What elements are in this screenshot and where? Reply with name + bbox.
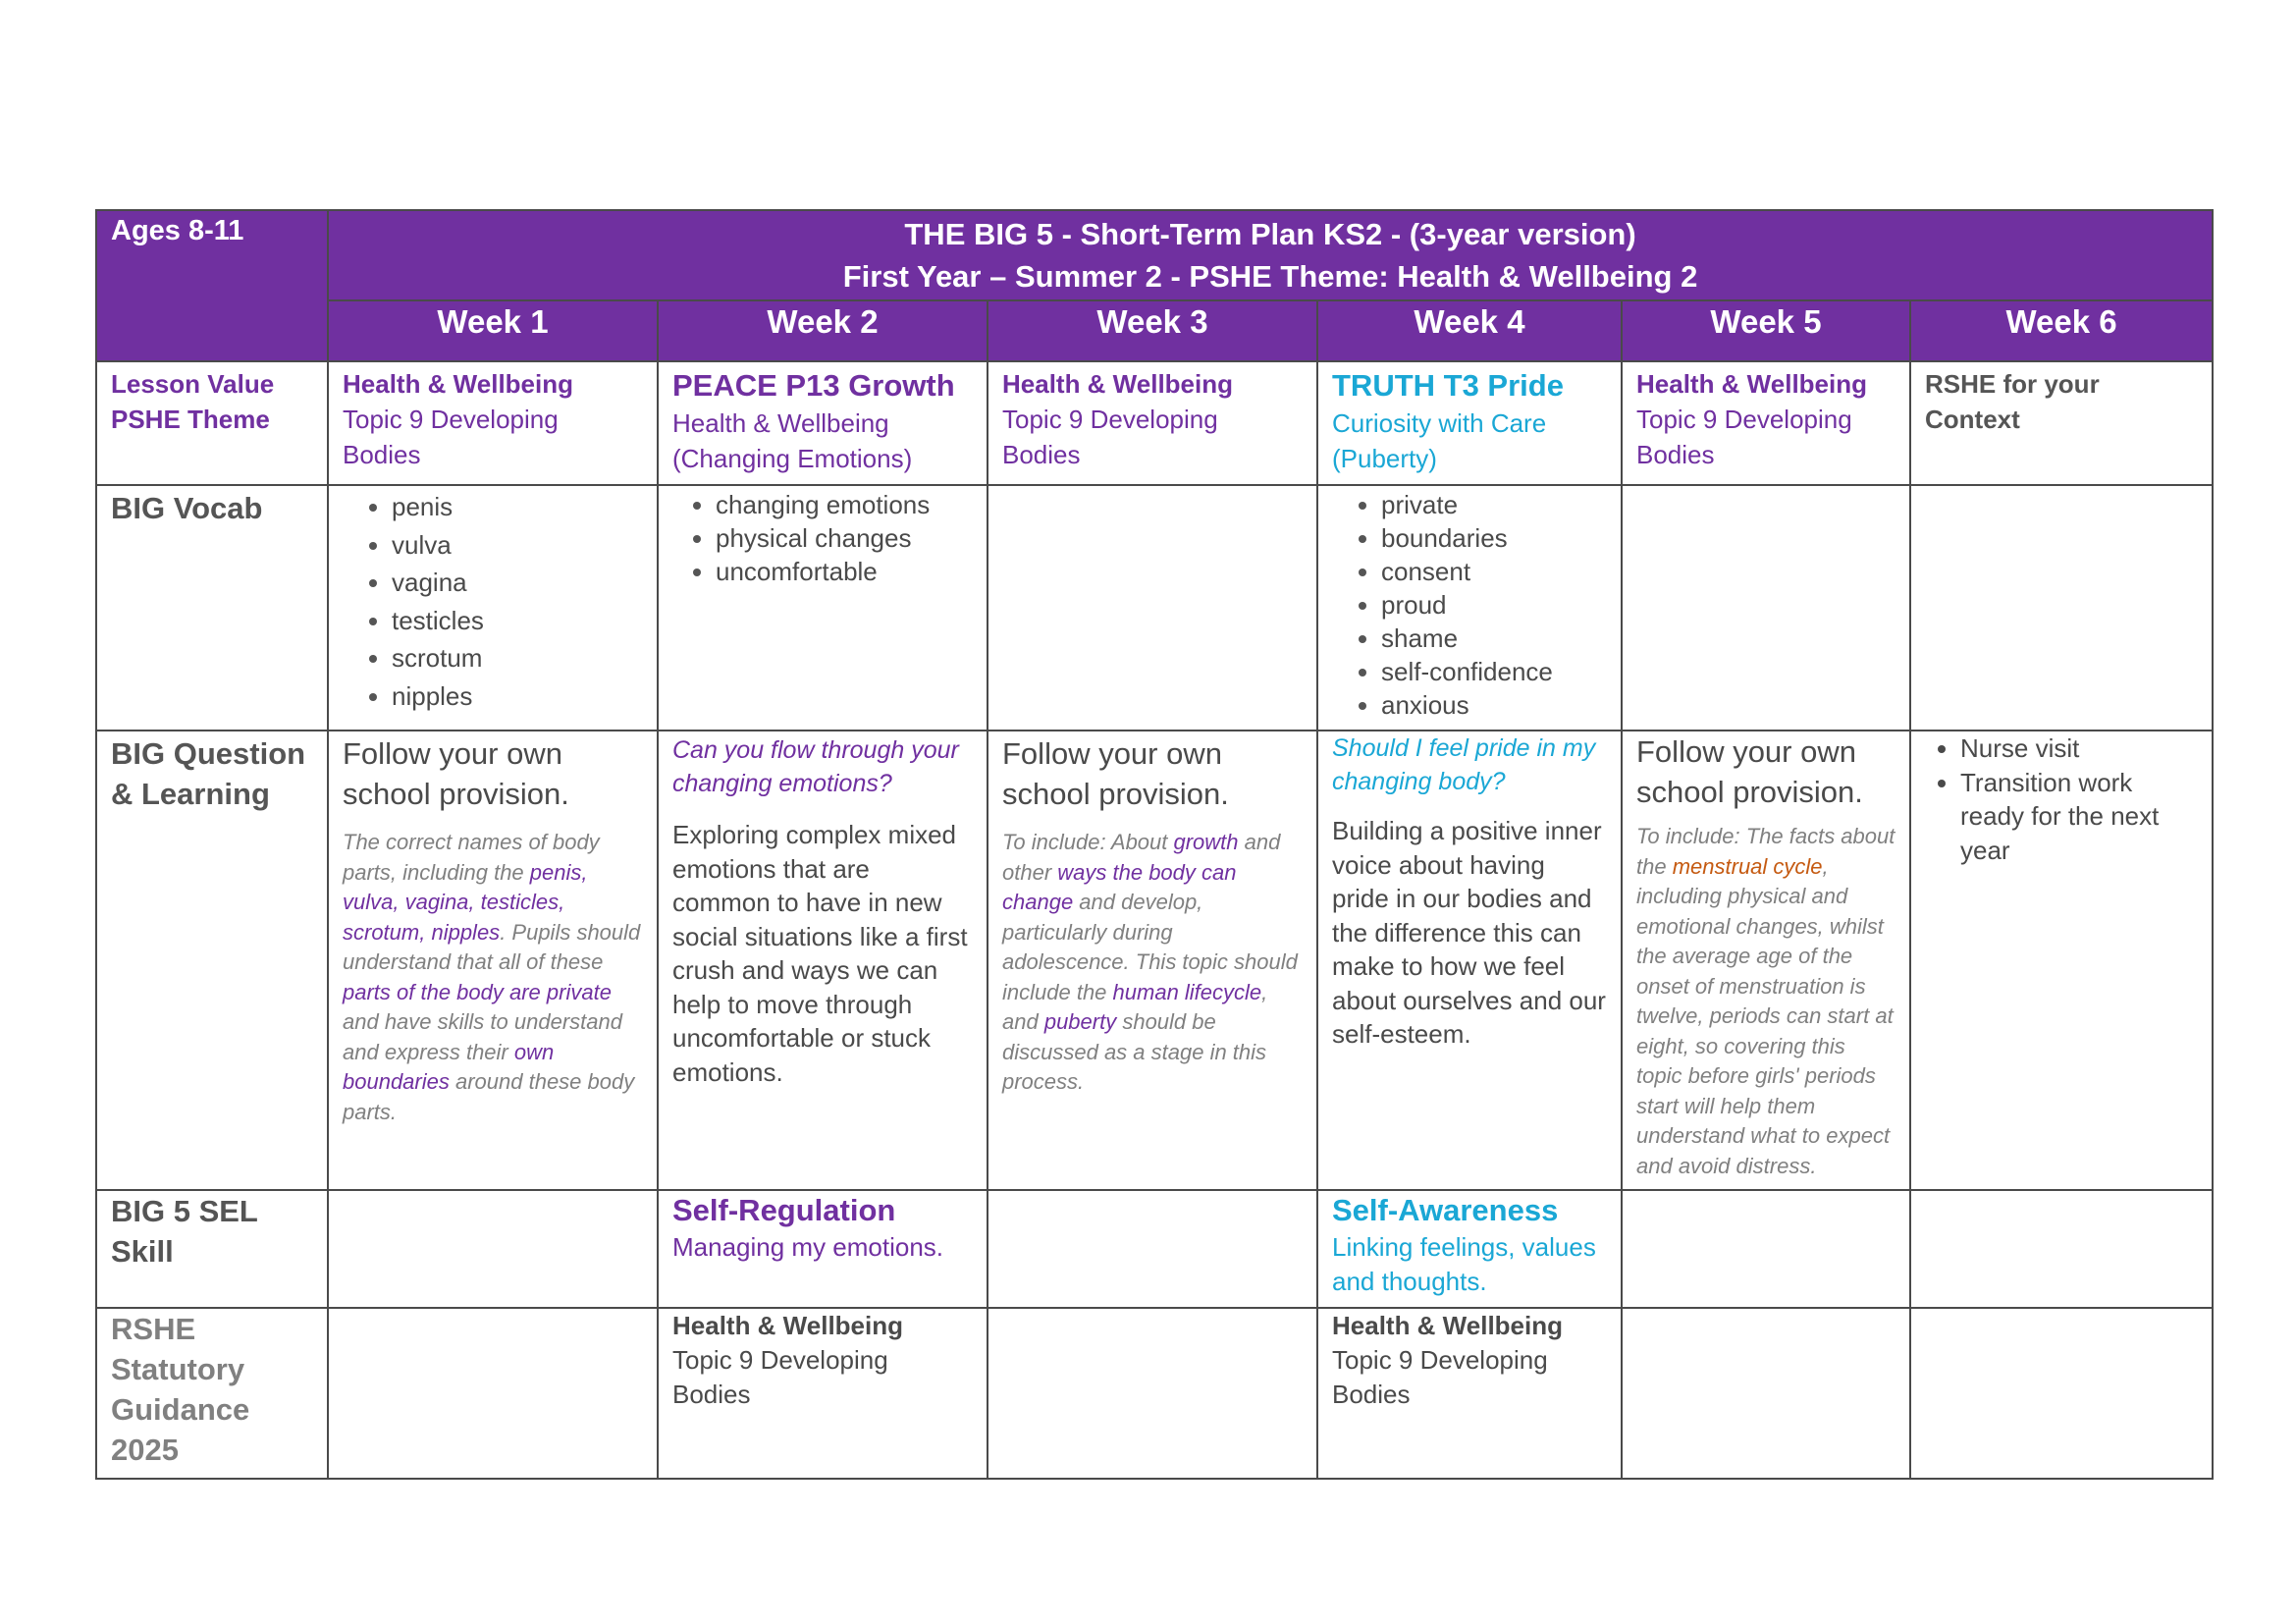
w1-topic: Topic 9 Developing Bodies [343,405,559,469]
sel-label-text: BIG 5 SEL Skill [111,1194,258,1269]
list-item: • testicles [392,602,643,640]
text-segment: , including physical and emotional changes, whilst the average age of the onset of menstruation is twelve, periods can start at eight, so covering this topic before girls' periods start will help them understand what to expect and avoid distress. [1636,853,1894,1178]
text-segment: To include: The facts about the [1636,824,1896,879]
w5-vocab [1622,485,1910,731]
weeks-row [96,300,2213,361]
follow-line2: school provision. [343,777,569,811]
w4-rshe [1317,1308,1622,1479]
keyword: penis, vulva, vagina, testicles, scrotum, nipples [343,859,588,945]
plan-title-line1: THE BIG 5 - Short-Term Plan KS2 - (3-year version) [904,217,1636,251]
list-item: • nipples [392,677,643,716]
keyword: ways the body can change [1002,859,1237,914]
text-segment: around these body parts. [343,1069,635,1124]
list-item: • proud [1381,588,1607,622]
w5-rshe [1622,1308,1910,1479]
w1-follow [343,733,643,814]
short-term-plan-table [95,209,2214,1480]
list-item: • self-confidence [1381,655,1607,688]
week-3-header: Week 3 [988,300,1317,361]
w2-topic: (Changing Emotions) [672,444,913,473]
w3-sel [988,1190,1317,1308]
list-item: • Nurse visit [1960,731,2198,766]
pshe-theme-label-text: PSHE Theme [111,405,270,434]
w1-lesson [328,361,658,485]
w4-learning-text: Building a positive inner voice about having pride in our bodies and the difference this can make to how we feel about ourselves and our self-esteem. [1332,816,1606,1049]
w6-sel [1910,1190,2213,1308]
w2-sel-desc: Managing my emotions. [672,1232,944,1262]
w6-context: RSHE for your Context [1925,369,2100,434]
w1-vocab [328,485,658,731]
ages-cell [96,210,328,361]
sel-row [96,1190,2213,1308]
w4-rshe-theme: Health & Wellbeing [1332,1311,1563,1340]
week-1-header: Week 1 [328,300,658,361]
list-item: • boundaries [1381,521,1607,555]
w4-theme: Curiosity with Care [1332,408,1547,438]
text-segment: should be discussed as a stage in this process. [1002,1009,1267,1094]
vocab-label-text: BIG Vocab [111,491,263,525]
text-segment: The correct names of body parts, including the [343,830,600,885]
list-item: • penis [392,488,643,526]
keyword: growth [1173,830,1239,854]
w2-vocab [658,485,988,731]
text-segment: and other [1002,830,1281,885]
w4-sel-desc: Linking feelings, values and thoughts. [1332,1232,1596,1296]
keyword: own boundaries [343,1039,555,1094]
w5-theme: Health & Wellbeing [1636,369,1867,399]
list-item: • vagina [392,564,643,602]
w2-big-question: Can you flow through your changing emotions? [672,736,959,797]
follow-line1: Follow your own [1002,736,1222,771]
w4-question [1317,731,1622,1190]
question-label [96,731,328,1190]
w3-lesson [988,361,1317,485]
w3-topic: Topic 9 Developing Bodies [1002,405,1218,469]
w3-question [988,731,1317,1190]
text-segment: and have skills to understand and express their [343,1009,622,1064]
w2-value: PEACE P13 Growth [672,368,955,403]
w5-sel [1622,1190,1910,1308]
lesson-value-label-text: Lesson Value [111,369,275,399]
w4-rshe-topic-2: Bodies [1332,1380,1411,1409]
w5-lesson [1622,361,1910,485]
keyword: puberty [1043,1009,1117,1034]
keyword: menstrual cycle [1672,853,1823,879]
w4-sel [1317,1190,1622,1308]
week-5-header: Week 5 [1622,300,1910,361]
w5-learning-text [1636,822,1896,1181]
w2-vocab-list [672,488,973,588]
w2-learning-text: Exploring complex mixed emotions that are common to have in new social situations like a first crush and ways we can help to move through uncomfortable or stuck emotions. [672,820,968,1087]
w4-big-question: Should I feel pride in my changing body? [1332,734,1596,795]
follow-line1: Follow your own [343,736,562,771]
w3-vocab [988,485,1317,731]
rshe-label-line2: Guidance 2025 [111,1392,250,1467]
w3-learning-text [1002,828,1303,1098]
w6-rshe [1910,1308,2213,1479]
list-item: • physical changes [716,521,973,555]
question-row [96,731,2213,1190]
w2-theme: Health & Wellbeing [672,408,889,438]
w2-rshe-topic: Topic 9 Developing Bodies [672,1345,888,1409]
sel-label [96,1190,328,1308]
question-label-line2: & Learning [111,777,270,811]
w5-topic-1: Topic 9 Developing [1636,405,1852,434]
keyword: human lifecycle [1112,979,1262,1004]
ages-label: Ages 8-11 [111,215,244,246]
w1-theme: Health & Wellbeing [343,369,573,399]
rshe-label [96,1308,328,1479]
w1-vocab-list [343,488,643,715]
plan-title-line2: First Year – Summer 2 - PSHE Theme: Health & Wellbeing 2 [842,259,1698,294]
w3-theme: Health & Wellbeing [1002,369,1233,399]
w6-question [1910,731,2213,1190]
w2-sel-skill: Self-Regulation [672,1193,896,1227]
list-item: • vulva [392,526,643,565]
w5-follow [1636,731,1896,812]
list-item: • uncomfortable [716,555,973,588]
list-item: • anxious [1381,688,1607,722]
list-item: • private [1381,488,1607,521]
w3-follow [1002,733,1303,814]
w4-vocab [1317,485,1622,731]
w4-value: TRUTH T3 Pride [1332,368,1564,403]
rshe-row [96,1308,2213,1479]
w6-lesson [1910,361,2213,485]
rshe-label-line1: RSHE Statutory [111,1312,245,1386]
list-item: • shame [1381,622,1607,655]
w4-sel-skill: Self-Awareness [1332,1193,1559,1227]
text-segment: . Pupils should understand that all of these [343,919,641,974]
lesson-value-row [96,361,2213,485]
text-segment: and develop, particularly during adolescence. This topic should include the [1002,890,1298,1004]
w4-vocab-list [1332,488,1607,722]
w2-rshe [658,1308,988,1479]
vocab-row [96,485,2213,731]
header-row [96,210,2213,300]
keyword: parts of the body are private [343,979,612,1004]
follow-line2: school provision. [1636,775,1863,809]
w1-rshe [328,1308,658,1479]
follow-line2: school provision. [1002,777,1229,811]
w1-question [328,731,658,1190]
w4-lesson [1317,361,1622,485]
w2-sel [658,1190,988,1308]
week-6-header: Week 6 [1910,300,2213,361]
week-4-header: Week 4 [1317,300,1622,361]
w2-lesson [658,361,988,485]
w3-rshe [988,1308,1317,1479]
question-label-line1: BIG Question [111,736,306,771]
w4-topic: (Puberty) [1332,444,1437,473]
list-item: • scrotum [392,639,643,677]
follow-line1: Follow your own [1636,734,1856,769]
text-segment: , and [1002,979,1268,1034]
w2-question [658,731,988,1190]
lesson-value-label [96,361,328,485]
w6-vocab [1910,485,2213,731]
vocab-label [96,485,328,731]
w5-question [1622,731,1910,1190]
w5-topic-2: Bodies [1636,440,1715,469]
plan-title [328,210,2213,300]
week-2-header: Week 2 [658,300,988,361]
w6-list [1925,731,2198,867]
w2-rshe-theme: Health & Wellbeing [672,1311,903,1340]
list-item: • changing emotions [716,488,973,521]
w4-rshe-topic-1: Topic 9 Developing [1332,1345,1548,1375]
w1-learning-text [343,828,643,1127]
list-item: • consent [1381,555,1607,588]
list-item: • Transition work ready for the next year [1960,766,2198,868]
text-segment: To include: About [1002,830,1174,854]
w1-sel [328,1190,658,1308]
